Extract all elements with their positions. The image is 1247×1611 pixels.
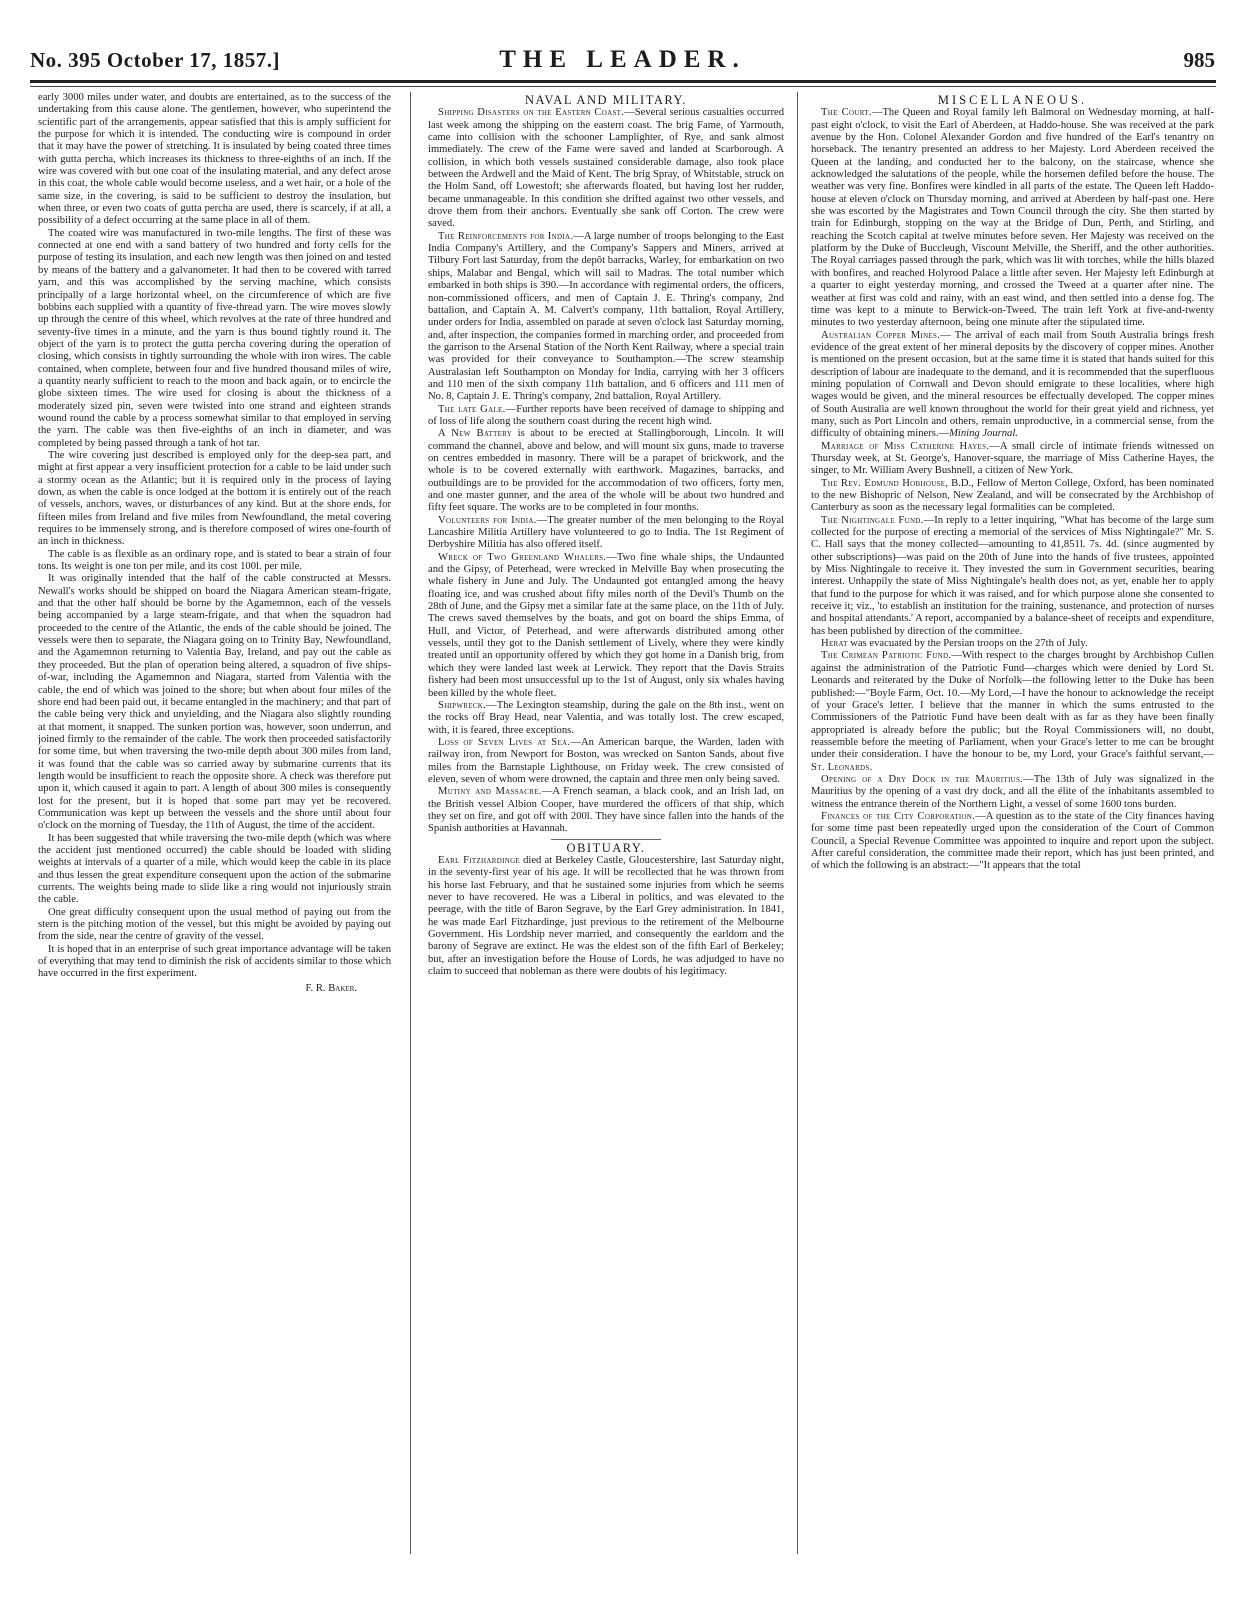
source-citation: Mining Journal. (949, 428, 1018, 440)
issue-date: No. 395 October 17, 1857.] (30, 48, 280, 72)
article-body: died at Berkeley Castle, Gloucestershire, last Saturday night, in the seventy-first year of his age. It will be recollected that he was thrown from his horse last February, and that he sustained some injuries from which he seems never to have recovered. He was a Liberal in politics, and was elevated to the peerage, with the title of Baron Segrave, by the Earl Grey administration. In 1841, he was made Earl Fitzhardinge, just previous to the retirement of the Melbourne Government. His Lordship never married, and consequently the earldom and the barony of Segrave are extinct. He was the eldest son of the fifth Earl of Berkeley; but, after an investigation before the House of Lords, he was adjudged to have no claim to succeed that nobleman as there were doubts of his legitimacy. (428, 854, 784, 978)
article-body: B.D., Fellow of Merton College, Oxford, has been nominated to the new Bishopric of Nelson, New Zealand, and will be consecrated by the Archbishop of Canterbury as soon as the necessary legal formalities can be completed. (811, 477, 1214, 514)
newspaper-title: THE LEADER. (499, 46, 746, 73)
article-body: —The greater number of the men belonging to the Royal Lancashire Militia Artillery have volunteered to go to India. The 1st Regiment of Derbyshire Militia has also offered itself. (428, 514, 784, 551)
section-heading: NAVAL AND MILITARY. (524, 93, 688, 107)
article-title: The Nightingale Fund. (821, 514, 924, 526)
article-body: was evacuated by the Persian troops on the 27th of July. (847, 638, 1088, 650)
article-body: —A question as to the state of the City finances having for some time past been repeatedly urged upon the consideration of the Court of Common Council, a Special Revenue Committee was appointed to inquire and report upon the subject. After careful consideration, the committee made their report, which has just been printed, and of which the following is an abstract:—"It appears that the total (811, 810, 1214, 872)
article-title: The Court. (821, 107, 872, 119)
article (428, 786, 784, 835)
article-title: Opening of a Dry Dock in the Mauritius. (821, 773, 1024, 785)
paragraph: The wire covering just described is employed only for the deep-sea part, and might at first appear a very insufficient protection for a cable to be laid under such a stormy ocean as the Atlantic; but it is required only in the process of laying down, as when the cable is once lodged at the bottom it is entirely out of the reach of vessels, anchors, waves, or disturbances of any kind. But at the shore ends, for fifteen miles from Ireland and five miles from Newfoundland, the metal covering requires to be immensely strong, and is therefore composed of wires one-fourth of an inch in thickness. (38, 449, 391, 548)
column-1 (38, 92, 391, 1542)
article-title: Mutiny and Massacre. (438, 786, 542, 798)
paragraph: The coated wire was manufactured in two-mile lengths. The first of these was connected at one end with a sand battery of two hundred and forty cells for the purpose of testing its insulation, and each new length was then joined on and tested by means of the battery and a galvanometer. It had then to be covered with tarred yarn, and this was accomplished by the serving machine, which consists principally of a large horizontal wheel, on the circumference of which are five bobbins each supplied with a quantity of five-thread yarn. The wire moves slowly up through the centre of this wheel, which revolves at the rate of three hundred and seventy-five times in a minute, and the yarn is thus bound tightly round it. The object of the yarn is to protect the gutta percha covering during the operation of closing, which consists in tightly surrounding the whole with iron wires. The cable contained, when complete, between four and five hundred thousand miles of wire, a quantity nearly sufficient to reach to the moon and back again, or to encircle the globe sixteen times. The wire used for closing is about the thickness of a moderately sized pin, seven were twisted into one strand and eighteen strands wound round the cable by a process somewhat similar to that employed in serving the yarn. The cable was then five-eighths of an inch in diameter, and was completed by being passed through a tank of hot tar. (38, 227, 391, 449)
article-body: —A French seaman, a black cook, and an Irish lad, on the British vessel Albion Cooper, have murdered the officers of that ship, which they set on fire, and got off with 200l. They have since fallen into the hands of the Spanish authorities at Havannah. (428, 786, 784, 835)
article-title: Shipping Disasters on the Eastern Coast. (438, 107, 625, 119)
article (811, 774, 1214, 811)
article (428, 107, 784, 230)
article (428, 428, 784, 514)
article-title: Finances of the City Corporation. (821, 810, 976, 822)
article-body: —The 13th of July was signalized in the Mauritius by the opening of a vast dry dock, and all the élite of the inhabitants assembled to witness the entrance therein of the Northern Light, a vessel of some 1600 tons burden. (811, 773, 1214, 810)
article-title: A New Battery (438, 428, 513, 440)
column-3 (811, 92, 1214, 1542)
article (811, 107, 1214, 329)
article-title: Marriage of Miss Catherine Hayes. (821, 440, 990, 452)
article (811, 330, 1214, 441)
paragraph: The cable is as flexible as an ordinary rope, and is stated to bear a strain of four tons. Its weight is one ton per mile, and its cost 100l. per mile. (38, 548, 391, 573)
article (811, 650, 1214, 773)
paragraph: One great difficulty consequent upon the usual method of paying out from the stern is the pitching motion of the vessel, but this might be avoided by paying out from the side, near the centre of gravity of the vessel. (38, 906, 391, 943)
article-title: Earl Fitzhardinge (438, 854, 521, 866)
article (428, 855, 784, 978)
section-heading: MISCELLANEOUS. (937, 93, 1088, 107)
article-title: Wreck of Two Greenland Whalers. (438, 551, 607, 563)
header-rule (30, 80, 1216, 83)
article-title: Volunteers for India. (438, 514, 537, 526)
paragraph: It is hoped that in an enterprise of such great importance advantage will be taken of everything that may tend to diminish the risk of accidents similar to those which have occurred in the first experiment. (38, 943, 391, 980)
article-body: — The arrival of each mail from South Australia brings fresh evidence of the great extent of her mineral deposits by the discovery of copper mines. Another is mentioned on the present occasion, but at the same time it is stated that hands suited for this description of labour are inadequate to the demand, and it is recommended that the superfluous mining population of Cornwall and Devon should emigrate to these localities, where high wages would be given, and the mineral resources be effectually developed. The copper mines of South Australia are well known throughout the world for their great yield and richness, yet many, such as Port Lincoln and others, remain unproductive, in a commercial sense, from the difficulty of obtaining miners.— (811, 329, 1214, 440)
article-title: The Crimean Patriotic Fund. (821, 650, 952, 662)
section-rule (551, 839, 661, 840)
article (428, 737, 784, 786)
article (428, 552, 784, 700)
article-body: —With respect to the charges brought by Archbishop Cullen against the administration of the Patriotic Fund—charges which were denied by Lord St. Leonards and reiterated by the Duke of Norfolk—the following letter to the Duke has been published:—"Boyle Farm, Oct. 10.—My Lord,—I have the honour to acknowledge the receipt of your Grace's letter. I believe that the manner in which the sums entrusted to the Commissioners of the Patriotic Fund have been dealt with as far as they have been finally appropriated is already before the public; but the Royal Commissioners will, no doubt, reassemble before the meeting of Parliament, when your Grace's letter to me can be brought under their consideration. I have the honour to be, my Lord, your Grace's faithful servant,— (811, 650, 1214, 761)
article-body: —The Queen and Royal family left Balmoral on Wednesday morning, at half-past eight o'clock, to visit the Earl of Aberdeen, at Haddo-house. She was received at the park avenue by the Hon. Colonel Alexander Gordon and five hundred of the Earl's tenantry on horseback. The tenantry presented an address to her Majesty. Lord Aberdeen received the Queen at the landing, and conducted her to the balcony, on the staircase, whence she acknowledged the salutations of the people, while the horsemen defiled before the house. The weather was very fine. Bonfires were kindled in all parts of the estate. The Queen left Haddo-house at eleven o'clock on Thursday morning, and arrived at Aberdeen by half-past one. Here she was escorted by the Magistrates and Town Council through the city. She then started by train for Edinburgh, stopping on the way at the Bridge of Dun, Perth, and Stirling, and reaching the Scotch capital at twelve minutes before seven. Her Majesty was received on the platform by the Duke of Buccleugh, Viscount Melville, the Sheriff, and the other authorities. The Royal carriages passed through the park, which was lit with torches, while the hills blazed with bonfires, and reached Holyrood Palace a little after seven. Her Majesty left Edinburgh at a quarter to eight yesterday morning, and crossed the Tweed at a quarter after nine. The weather at first was cold and rainy, with an east wind, and then settled into a dense fog. The time was kept to a minute to Berwick-on-Tweed. The train left York at five-and-twenty minutes to two yesterday afternoon, being one minute after the stipulated time. (811, 107, 1214, 329)
article-body: —The Lexington steamship, during the gale on the 8th inst., went on the rocks off Bray Head, near Valentia, and was totally lost. The crew escaped, with, it is feared, three exceptions. (428, 699, 784, 736)
article (428, 700, 784, 737)
article (428, 231, 784, 404)
column-divider (797, 92, 798, 1554)
article-title: Loss of Seven Lives at Sea. (438, 736, 571, 748)
paragraph: It has been suggested that while traversing the two-mile depth (which was where the accident just mentioned occurred) the cable should be loaded with sliding weights at intervals of a quarter of a mile, which would keep the cable in its place and thus lessen the great expenditure consequent upon the action of the submarine currents. The weights being made to slide like a ring would not injuriously strain the cable. (38, 832, 391, 906)
article (811, 478, 1214, 515)
article-body: —A small circle of intimate friends witnessed on Thursday week, at St. George's, Hanover-square, the marriage of Miss Catherine Hayes, the singer, to Mr. William Avery Bushnell, a citizen of New York. (811, 440, 1214, 477)
page-number: 985 (1183, 48, 1215, 72)
article-body: —Several serious casualties occurred last week among the shipping on the eastern coast. The brig Fame, of Yarmouth, came into collision with the schooner Lamplighter, of Rye, and sank almost immediately. The crew of the Fame were saved and landed at Scarborough. A collision, in which both vessels sustained considerable damage, also took place between the Ardwell and the Maid of Kent. The brig Spray, of Whitstable, struck on the Holm Sand, off Lowestoft; she afterwards floated, but having lost her rudder, became unmanageable. In this condition she drifted against two other vessels, and drove them from their anchors. Eventually she sank off Corton. The crew were saved. (428, 107, 784, 230)
article-body: —Further reports have been received of damage to shipping and of loss of life along the southern coast during the recent high wind. (428, 403, 784, 427)
paragraph: It was originally intended that the half of the cable constructed at Messrs. Newall's works should be shipped on board the Niagara American steam-frigate, and that the other half should be borne by the Agamemnon, each of the vessels being accompanied by a large steam-frigate, and that when the squadron had proceeded to the centre of the Atlantic, the ends of the cable should be joined. The vessels were then to separate, the Niagara going on to Trinity Bay, Newfoundland, and the Agamemnon returning to Valentia Bay, Ireland, and pay out the cable as they proceeded. But the plan of operation being altered, a squadron of five ships-of-war, including the Agamemnon and Niagara, started from Valentia with the cable, the end of which was joined to the shore; but when about four miles of the shore end had been paid out, it became entangled in the machinery; and that part of the cable being very thick and unyielding, and the Niagara also slightly rounding at that moment, it snapped. The sunken portion was, however, soon underrun, and joined firmly to the remainder of the cable. The work then proceeded satisfactorily for some time, but when traversing the two-mile depth about 300 miles from land, it was found that the cable was so carried away by submarine currents that its length would be insufficient to reach the opposite shore. A check was therefore put upon it, which caused it again to part. A length of about 300 miles is consequently lost for the present, but it is hoped that some part may yet be recovered. Communication was kept up between the vessels and the shore until about four o'clock on the morning of Tuesday, the 11th of August, the time of the accident. (38, 573, 391, 832)
article-title: Herat (821, 638, 848, 650)
column-2 (428, 92, 784, 1542)
article-body: —A large number of troops belonging to the East India Company's Artillery, and the Company's Sappers and Miners, arrived at Tilbury Fort last Saturday, from the depôt barracks, Warley, for embarkation on two ships, Malabar and Bengal, which will sail to Madras. The total number which embarked in both ships is 390.—In accordance with regimental orders, the officers, non-commissioned officers, and men of Captain J. E. Thring's company, 2nd battalion, and Captain A. M. Calvert's company, 11th battalion, Royal Artillery, under orders for India, assembled on parade at seven o'clock last Saturday morning, and, after inspection, the companies formed in marching order, and proceeded from the garrison to the Arsenal Station of the North Kent Railway, where a special train was provided for their conveyance to Southampton.—The screw steamship Australasian left Southampton on Monday for India, carrying with her 3 officers and 110 men of the sixth company 11th battalion, and 6 officers and 111 men of No. 8, Captain J. E. Thring's company, 2nd battalion, Royal Artillery. (428, 230, 784, 403)
page-header (30, 44, 1215, 78)
author-signature: F. R. Baker. (305, 982, 357, 994)
article-title: Shipwreck. (438, 699, 487, 711)
article-body: —An American barque, the Warden, laden with railway iron, from Newport for Boston, was wrecked on Santon Sands, about five miles from the Barnstaple Lighthouse, on Friday week. The crew consisted of eleven, seven of whom were drowned, the captain and three men only being saved. (428, 736, 784, 785)
section-heading: OBITUARY. (566, 840, 646, 855)
article (811, 638, 1214, 650)
article (811, 811, 1214, 873)
article-body: —In reply to a letter inquiring, "What has become of the large sum collected for the purpose of erecting a memorial of the services of Miss Nightingale?" Mr. S. C. Hall says that the money collected—amounting to 41,851l. 7s. 4d. (since augmented by other subscriptions)—was paid on the 20th of June into the hands of five trustees, appointed by Miss Nightingale to receive it. They invested the sum in Government securities, bearing interest. Unhappily the state of Miss Nightingale's health does not, as yet, enable her to apply that fund to the purpose for which it was raised, and for which purpose alone she consented to receive it; viz., 'to establish an institution for the training, sustenance, and protection of nurses and hospital attendants.' A report, accompanied by a balance-sheet of receipts and expenditure, has been published by direction of the committee. (811, 514, 1214, 637)
article-body: —Two fine whale ships, the Undaunted and the Gipsy, of Peterhead, were wrecked in Melville Bay when prosecuting the whale fishery in June and July. The Undaunted got entangled among the heavy floating ice, and was crushed about fifty miles north of the Devil's Thumb on the 28th of June, and the Gipsy met a similar fate at the same place, on the 11th of July. The crews saved themselves by the boats, and got on board the ships Emma, of Hull, and Victor, of Peterhead, and were afterwards distributed among other vessels, until they got to the Danish settlement of Lively, where they were kindly treated until an opportunity offered by which they got home in a Danish brig, from which they were landed last week at Lerwick. They report that the Davis Straits fishery had been most unsuccessful up to the 1st of August, only six whales having been killed by the whole fleet. (428, 551, 784, 699)
article-title: The Reinforcements for India. (438, 230, 574, 242)
article-title: The Rev. Edmund Hobhouse, (821, 477, 949, 489)
article (428, 404, 784, 429)
letter-signature: St. Leonards. (811, 761, 873, 773)
article-body: is about to be erected at Stallingborough, Lincoln. It will command the channel, above and below, and will mount six guns, made to traverse on centres embedded in masonry. There will be a parapet of brickwork, and the whole is to be covered externally with earthwork. Magazines, barracks, and outbuildings are to be provided for the accommodation of two officers, forty men, and one master gunner, and the area of the whole will be about two hundred and fifty feet square. The works are to be completed in four months. (428, 428, 784, 514)
paragraph: early 3000 miles under water, and doubts are entertained, as to the success of the undertaking from this cause alone. The gentlemen, however, who superintend the scientific part of the arrangements, appear satisfied that this is amply sufficient for the purpose for which it is intended. The conducting wire is compound in order that it may have the power of stretching. It is insulated by being coated three times with gutta percha, which increases its thickness to three-eighths of an inch. If the wire was covered with but one coat of the insulating material, and any defect arose in this coat, the whole cable would become useless, and a wet hair, or a hole of the same size, in the covering, is said to be sufficient to destroy the insulation, but when three, or even two coats of gutta percha are used, there is scarcely, if at all, a possibility of a defect occurring at the same place in all of them. (38, 92, 391, 227)
article (811, 515, 1214, 638)
column-divider (410, 92, 411, 1554)
article (428, 515, 784, 552)
header-rule-thin (30, 86, 1216, 87)
article-title: The late Gale. (438, 403, 506, 415)
article (811, 441, 1214, 478)
article-title: Australian Copper Mines. (821, 329, 941, 341)
